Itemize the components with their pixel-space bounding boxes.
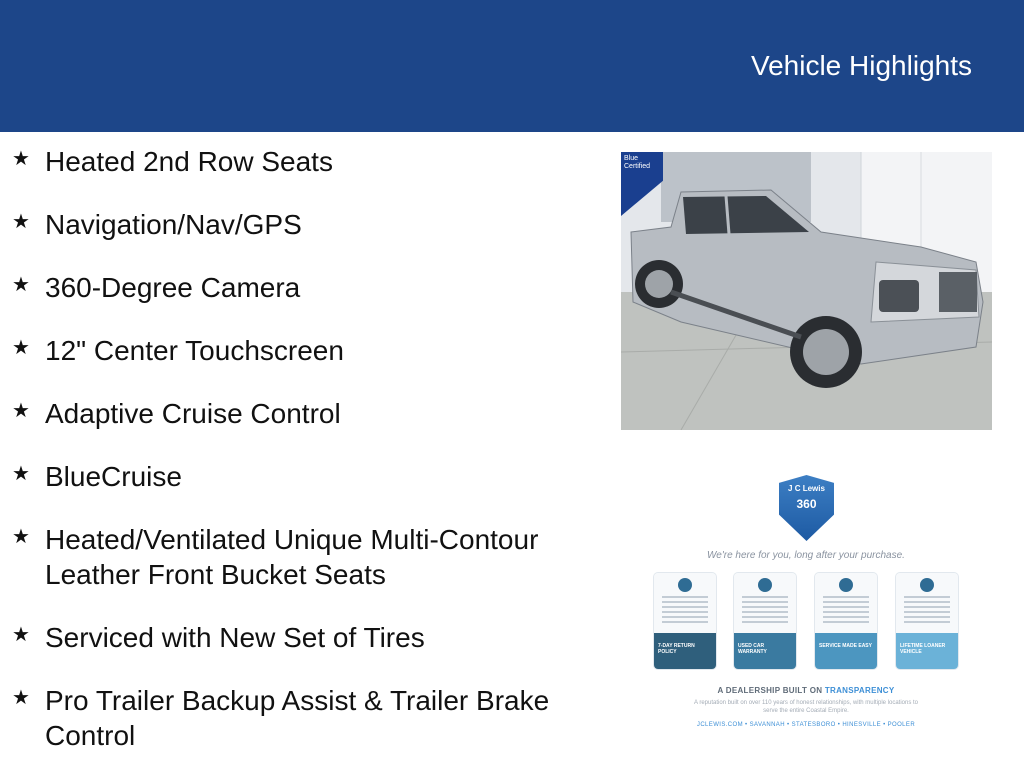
dealer-subtext: A reputation built on over 110 years of honest relationships, with multiple locations to serve the entire Coastal Empire. [693, 700, 919, 714]
truck-illustration [621, 152, 992, 430]
dealer-headline-accent: TRANSPARENCY [824, 686, 895, 695]
benefit-icon [839, 578, 853, 592]
highlight-item [12, 620, 572, 655]
dealer-headline-prefix: A DEALERSHIP BUILT ON [717, 686, 823, 695]
dealer-headline [646, 686, 966, 695]
highlight-item [12, 522, 572, 592]
benefit-label: 7-DAY RETURN POLICY [658, 643, 695, 655]
benefit-icon [758, 578, 772, 592]
highlight-item [12, 333, 572, 368]
highlight-item [12, 144, 572, 179]
dealer-locations: JCLEWIS.COM • SAVANNAH • STATESBORO • HINESVILLE • POOLER [696, 722, 916, 728]
highlight-item [12, 270, 572, 305]
star-icon: ★ [12, 687, 30, 709]
highlight-item [12, 207, 572, 242]
benefit-card [654, 573, 716, 669]
highlight-item [12, 396, 572, 431]
star-icon: ★ [12, 211, 30, 233]
infographic-tagline: We're here for you, long after your purchase. [707, 550, 905, 561]
star-icon: ★ [12, 526, 30, 548]
benefit-label: USED CAR WARRANTY [738, 643, 767, 655]
star-icon: ★ [12, 148, 30, 170]
benefit-icon [678, 578, 692, 592]
highlights-list [12, 144, 572, 768]
certified-badge-text: Blue Certified [624, 155, 651, 170]
benefit-label: SERVICE MADE EASY [819, 643, 872, 649]
header-banner [0, 0, 1024, 132]
vehicle-photo [621, 152, 992, 430]
benefit-icon [920, 578, 934, 592]
highlight-label: Heated/Ventilated Unique Multi-Contour Leather Front Bucket Seats [45, 524, 539, 590]
benefit-label: LIFETIME LOANER VEHICLE [900, 643, 946, 655]
page-title: Vehicle Highlights [750, 50, 972, 81]
highlight-label: Navigation/Nav/GPS [45, 209, 302, 240]
highlight-item [12, 683, 572, 753]
benefit-card [734, 573, 796, 669]
highlight-label: 12" Center Touchscreen [45, 335, 344, 366]
shield-brand: J C Lewis [788, 484, 825, 493]
star-icon: ★ [12, 400, 30, 422]
star-icon: ★ [12, 463, 30, 485]
star-icon: ★ [12, 337, 30, 359]
highlight-label: Serviced with New Set of Tires [45, 622, 425, 653]
highlight-label: Adaptive Cruise Control [45, 398, 341, 429]
dealer-infographic [646, 470, 966, 740]
star-icon: ★ [12, 624, 30, 646]
benefit-card [896, 573, 958, 669]
highlight-label: Pro Trailer Backup Assist & Trailer Brake Control [45, 685, 550, 751]
highlight-label: Heated 2nd Row Seats [45, 146, 333, 177]
benefit-card [815, 573, 877, 669]
highlight-item [12, 459, 572, 494]
highlight-label: BlueCruise [45, 461, 182, 492]
shield-number: 360 [796, 497, 817, 511]
highlight-label: 360-Degree Camera [45, 272, 301, 303]
star-icon: ★ [12, 274, 30, 296]
